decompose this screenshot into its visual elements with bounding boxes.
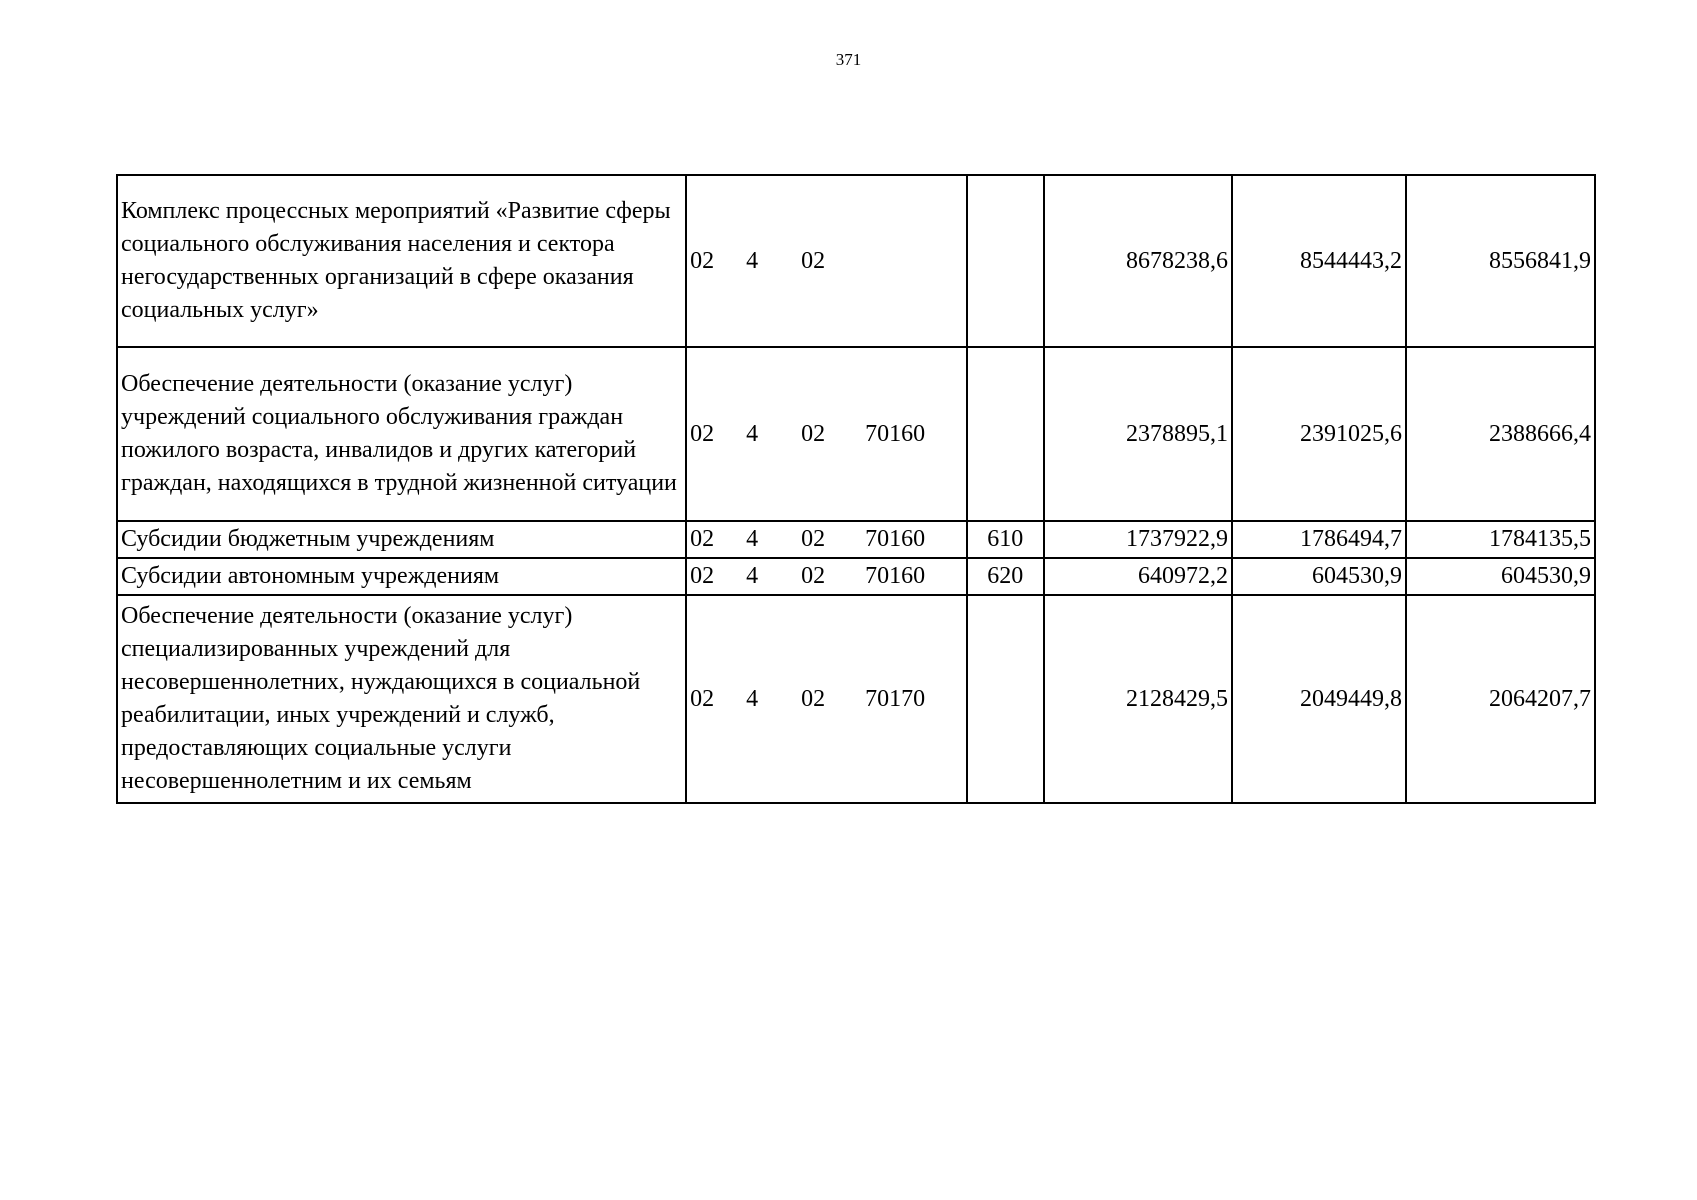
row-code	[686, 558, 967, 595]
row-year1: 2378895,1	[1044, 347, 1232, 521]
row-expense-type	[967, 595, 1044, 803]
row-code	[686, 347, 967, 521]
code-program: 02	[690, 563, 715, 589]
row-name: Субсидии бюджетным учреждениям	[117, 521, 686, 558]
table-row	[117, 595, 1595, 803]
code-subprogram: 4	[746, 420, 759, 447]
page-number: 371	[835, 50, 862, 69]
code-direction: 02	[801, 563, 826, 589]
code-subprogram: 4	[746, 247, 759, 274]
row-code	[686, 595, 967, 803]
row-year1: 2128429,5	[1044, 595, 1232, 803]
code-subprogram: 4	[746, 563, 759, 589]
row-name: Субсидии автономным учреждениям	[117, 558, 686, 595]
row-year2: 2391025,6	[1232, 347, 1406, 521]
row-expense-type	[967, 175, 1044, 347]
row-year3: 604530,9	[1406, 558, 1595, 595]
row-year3: 2388666,4	[1406, 347, 1595, 521]
row-expense-type: 610	[967, 521, 1044, 558]
code-program: 02	[690, 685, 715, 712]
code-subprogram: 4	[746, 685, 759, 712]
row-expense-type	[967, 347, 1044, 521]
table-row	[117, 347, 1595, 521]
row-code	[686, 175, 967, 347]
row-name: Комплекс процессных мероприятий «Развитие сферы социального обслуживания населения и сектора негосударственных организаций в сфере оказания социальных услуг»	[117, 175, 686, 347]
row-name: Обеспечение деятельности (оказание услуг) учреждений социального обслуживания граждан пожилого возраста, инвалидов и других категорий граждан, находящихся в трудной жизненной ситуации	[117, 347, 686, 521]
code-program: 02	[690, 247, 715, 274]
row-year1: 640972,2	[1044, 558, 1232, 595]
code-program: 02	[690, 526, 715, 552]
code-program: 02	[690, 420, 715, 447]
row-year2: 1786494,7	[1232, 521, 1406, 558]
row-year2: 604530,9	[1232, 558, 1406, 595]
table-row	[117, 175, 1595, 347]
row-year1: 1737922,9	[1044, 521, 1232, 558]
code-direction: 02	[801, 247, 826, 274]
table-row	[117, 521, 1595, 558]
budget-table	[116, 174, 1596, 804]
row-expense-type: 620	[967, 558, 1044, 595]
code-subprogram: 4	[746, 526, 759, 552]
code-direction: 02	[801, 685, 826, 712]
code-article: 70170	[865, 685, 926, 712]
row-year1: 8678238,6	[1044, 175, 1232, 347]
row-year3: 1784135,5	[1406, 521, 1595, 558]
row-year2: 2049449,8	[1232, 595, 1406, 803]
code-article: 70160	[865, 420, 926, 447]
row-name: Обеспечение деятельности (оказание услуг) специализированных учреждений для несовершеннолетних, нуждающихся в социальной реабилитации, иных учреждений и служб, предоставляющих социальные услуги несовершеннолетним и их семьям	[117, 595, 686, 803]
table-row	[117, 558, 1595, 595]
code-direction: 02	[801, 526, 826, 552]
row-code	[686, 521, 967, 558]
code-direction: 02	[801, 420, 826, 447]
row-year3: 8556841,9	[1406, 175, 1595, 347]
code-article: 70160	[865, 526, 926, 552]
row-year3: 2064207,7	[1406, 595, 1595, 803]
code-article: 70160	[865, 563, 926, 589]
row-year2: 8544443,2	[1232, 175, 1406, 347]
